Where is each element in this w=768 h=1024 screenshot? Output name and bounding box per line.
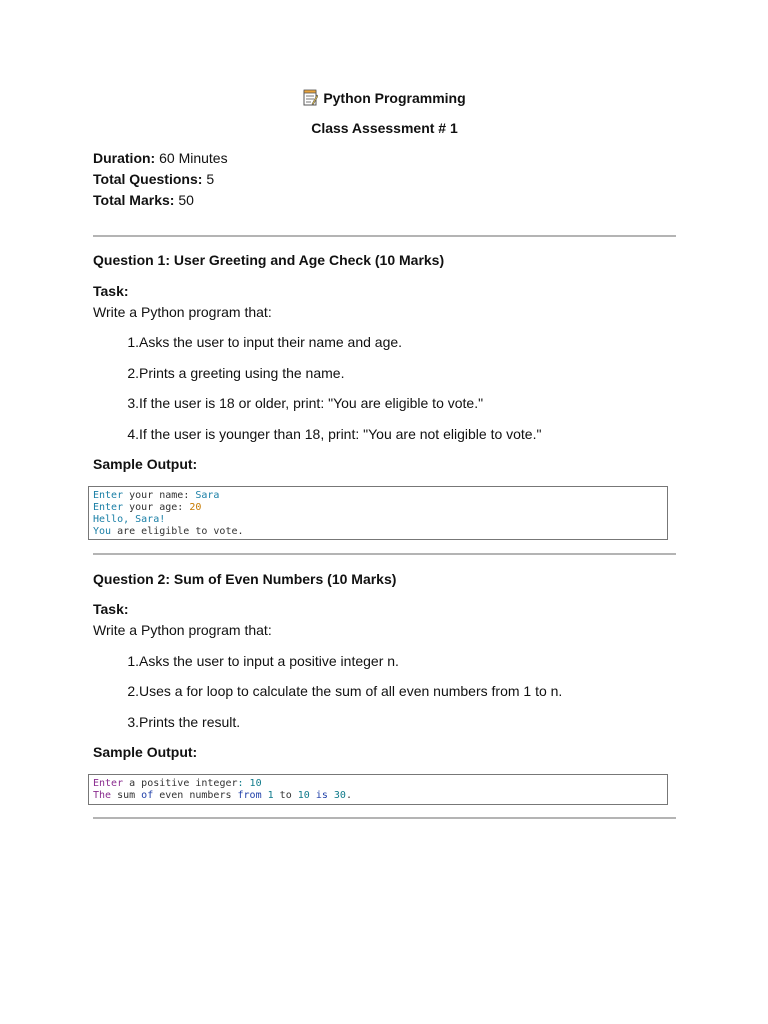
- list-item: 3. If the user is 18 or older, print: "You are eligible to vote.": [127, 395, 484, 411]
- code-line: Hello, Sara!: [93, 514, 166, 525]
- divider: [93, 817, 676, 819]
- list-item: 4. If the user is younger than 18, print: "You are not eligible to vote.": [127, 426, 542, 442]
- code-line: Enter your name: Sara: [93, 490, 220, 501]
- q1-heading: Question 1: User Greeting and Age Check (10 Marks): [93, 252, 445, 268]
- marks-label: Total Marks:: [93, 192, 175, 208]
- questions-line: [93, 171, 214, 187]
- list-item: 1. Asks the user to input a positive integer n.: [127, 653, 399, 669]
- duration-line: [93, 150, 228, 166]
- code-line: You are eligible to vote.: [93, 526, 244, 537]
- questions-label: Total Questions:: [93, 171, 203, 187]
- q1-intro: Write a Python program that:: [93, 304, 272, 320]
- q1-task-label: Task:: [93, 283, 129, 299]
- document-subtitle: Class Assessment # 1: [311, 120, 458, 136]
- list-item: 3. Prints the result.: [127, 714, 241, 730]
- divider: [93, 553, 676, 555]
- q2-code-block: [88, 774, 668, 805]
- list-item: 1. Asks the user to input their name and age.: [127, 334, 403, 350]
- document-title: [93, 89, 676, 106]
- q2-sample-label: Sample Output:: [93, 744, 198, 760]
- marks-line: [93, 192, 194, 208]
- list-item: 2. Uses a for loop to calculate the sum of all even numbers from 1 to n.: [127, 683, 563, 699]
- q2-task-label: Task:: [93, 601, 129, 617]
- duration-value: 60 Minutes: [159, 150, 228, 166]
- q2-heading: Question 2: Sum of Even Numbers (10 Marks): [93, 571, 397, 587]
- title-text: Python Programming: [323, 90, 466, 106]
- marks-value: 50: [178, 192, 194, 208]
- q1-sample-label: Sample Output:: [93, 456, 198, 472]
- q1-code-block: [88, 486, 668, 540]
- q2-intro: Write a Python program that:: [93, 622, 272, 638]
- code-line: Enter your age: 20: [93, 502, 202, 513]
- code-line: Enter a positive integer: 10: [93, 778, 262, 789]
- divider: [93, 235, 676, 237]
- code-line: The sum of even numbers from 1 to 10 is 30.: [93, 790, 352, 801]
- duration-label: Duration:: [93, 150, 156, 166]
- list-item: 2. Prints a greeting using the name.: [127, 365, 345, 381]
- questions-value: 5: [206, 171, 215, 187]
- memo-icon: [303, 89, 318, 106]
